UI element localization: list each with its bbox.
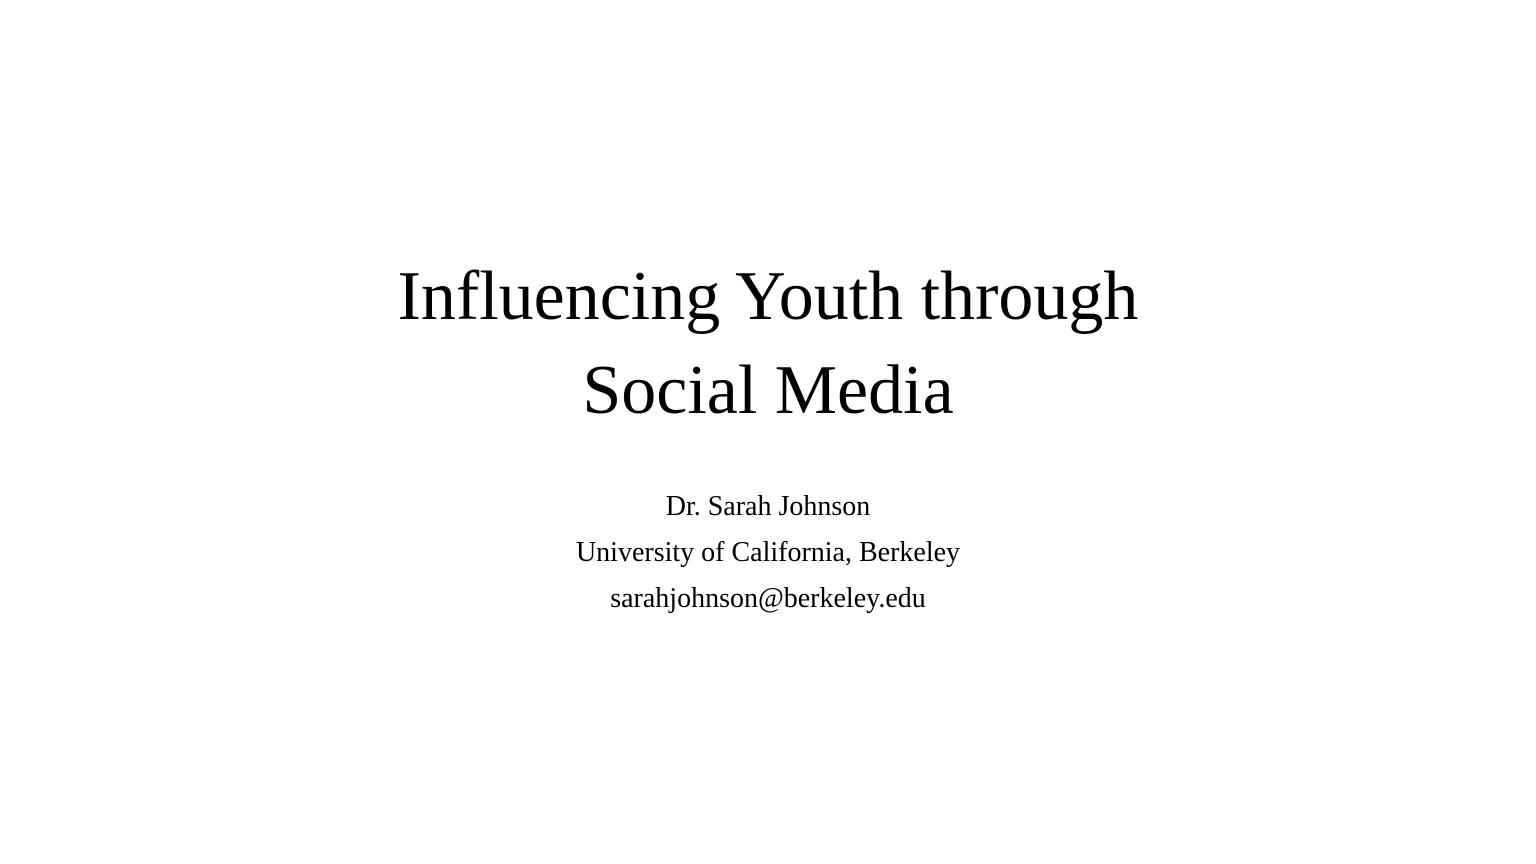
author-email: sarahjohnson@berkeley.edu <box>610 583 926 614</box>
slide-title-line-1: Influencing Youth through <box>397 258 1139 335</box>
slide-subtitle <box>0 484 1536 622</box>
author-affiliation: University of California, Berkeley <box>575 537 961 568</box>
author-name: Dr. Sarah Johnson <box>665 491 871 522</box>
slide-title-line-2: Social Media <box>582 352 954 429</box>
slide-title <box>0 250 1536 438</box>
